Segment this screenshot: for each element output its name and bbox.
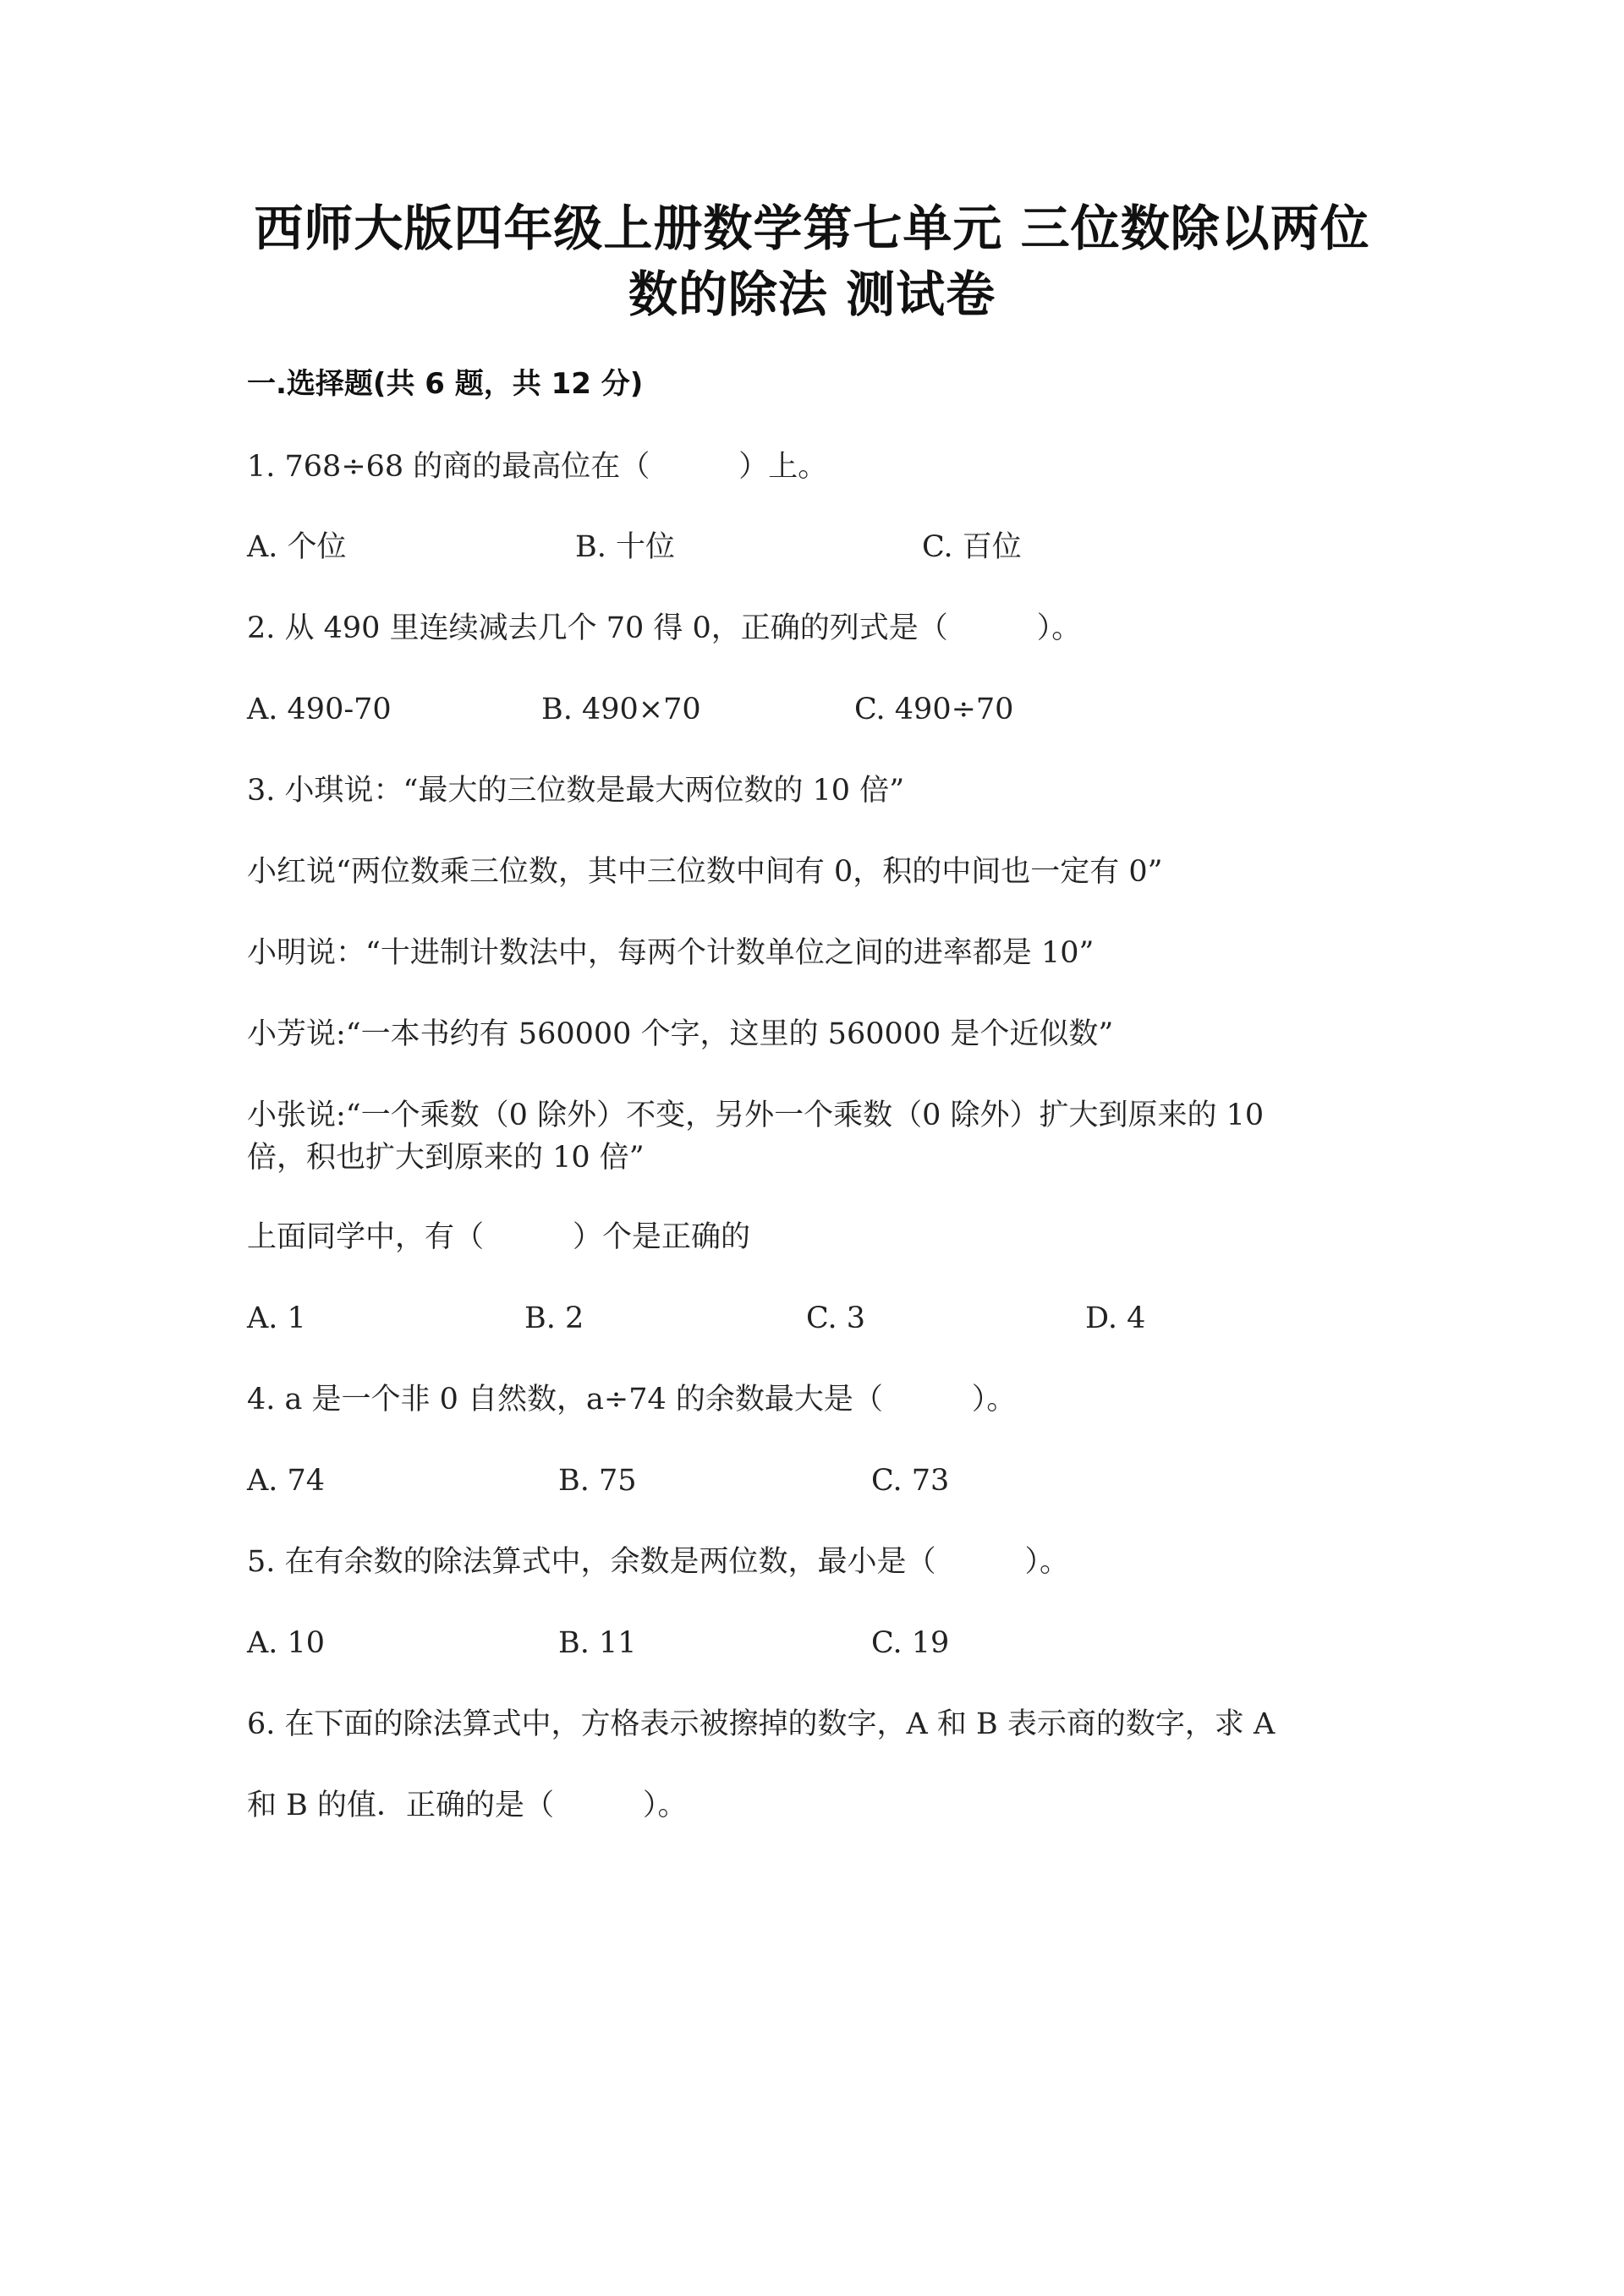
page-title-line-2: 数的除法 测试卷 — [628, 266, 996, 323]
question-1-option-a[interactable]: A. 个位 — [247, 530, 347, 564]
question-6-stem: 6. 在下面的除法算式中，方格表示被擦掉的数字，A 和 B 表示商的数字，求 A — [247, 1707, 1276, 1741]
question-5-option-a[interactable]: A. 10 — [247, 1626, 326, 1660]
question-4-option-a[interactable]: A. 74 — [247, 1464, 326, 1498]
question-2-stem: 2. 从 490 里连续减去几个 70 得 0，正确的列式是（ ）。 — [247, 611, 1082, 645]
question-2-option-b[interactable]: B. 490×70 — [541, 693, 701, 726]
page-title-line-1: 西师大版四年级上册数学第七单元 三位数除以两位 — [254, 200, 1370, 257]
question-3-statement: 小张说:“一个乘数（0 除外）不变，另外一个乘数（0 除外）扩大到原来的 10 — [247, 1099, 1265, 1132]
question-3-option-b[interactable]: B. 2 — [524, 1301, 584, 1335]
question-4-stem: 4. a 是一个非 0 自然数，a÷74 的余数最大是（ ）。 — [247, 1383, 1017, 1417]
question-1-stem: 1. 768÷68 的商的最高位在（ ）上。 — [247, 450, 828, 484]
question-3-statement: 小红说“两位数乘三位数，其中三位数中间有 0，积的中间也一定有 0” — [247, 855, 1163, 889]
question-2-option-c[interactable]: C. 490÷70 — [854, 693, 1014, 726]
question-3-statement: 小明说：“十进制计数法中，每两个计数单位之间的进率都是 10” — [247, 936, 1095, 970]
question-3-stem: 3. 小琪说：“最大的三位数是最大两位数的 10 倍” — [247, 774, 905, 808]
question-3-prompt: 上面同学中，有（ ）个是正确的 — [247, 1220, 751, 1254]
question-1-option-b[interactable]: B. 十位 — [575, 530, 675, 564]
question-5-stem: 5. 在有余数的除法算式中，余数是两位数，最小是（ ）。 — [247, 1545, 1070, 1579]
section-heading: 一.选择题(共 6 题，共 12 分) — [247, 367, 644, 401]
question-3-statement: 小芳说:“一本书约有 560000 个字，这里的 560000 是个近似数” — [247, 1017, 1114, 1051]
question-4-option-b[interactable]: B. 75 — [558, 1464, 637, 1498]
question-3-option-a[interactable]: A. 1 — [247, 1301, 306, 1335]
question-5-option-b[interactable]: B. 11 — [558, 1626, 637, 1660]
question-2-option-a[interactable]: A. 490-70 — [247, 693, 392, 726]
question-6-stem-continued: 和 B 的值．正确的是（ ）。 — [247, 1789, 688, 1822]
question-1-option-c[interactable]: C. 百位 — [922, 530, 1022, 564]
question-3-statement: 倍，积也扩大到原来的 10 倍” — [247, 1141, 645, 1175]
question-3-option-d[interactable]: D. 4 — [1085, 1301, 1146, 1335]
question-5-option-c[interactable]: C. 19 — [871, 1626, 950, 1660]
question-4-option-c[interactable]: C. 73 — [871, 1464, 950, 1498]
question-3-option-c[interactable]: C. 3 — [806, 1301, 866, 1335]
